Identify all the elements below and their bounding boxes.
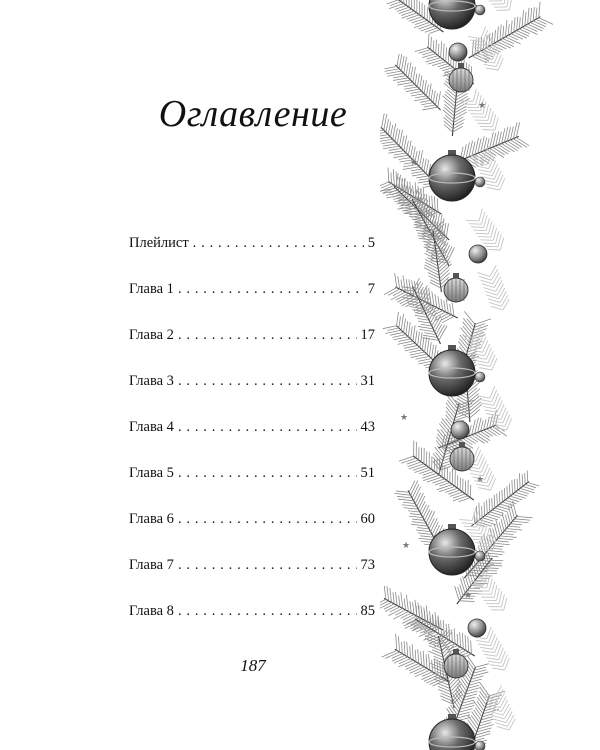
- christmas-garland-icon: [380, 0, 600, 750]
- toc-leader-dots: [193, 235, 364, 252]
- toc-entry-page: 85: [360, 603, 375, 619]
- toc-entry-page: 17: [360, 327, 375, 343]
- toc-entry-label: Глава 7: [129, 557, 174, 573]
- toc-leader-dots: [178, 511, 357, 528]
- toc-entry-page: 73: [360, 557, 375, 573]
- toc-entry-label: Глава 3: [129, 373, 174, 389]
- toc-leader-dots: [178, 281, 364, 298]
- toc-entry[interactable]: [129, 603, 375, 649]
- toc-entry-label: Глава 1: [129, 281, 174, 297]
- toc-entry-label: Глава 2: [129, 327, 174, 343]
- toc-leader-dots: [178, 373, 357, 390]
- toc-entry-page: 7: [367, 281, 375, 297]
- toc-entry[interactable]: [129, 373, 375, 419]
- svg-text:★: ★: [464, 591, 473, 601]
- table-of-contents: [129, 235, 375, 649]
- toc-entry-label: Глава 4: [129, 419, 174, 435]
- toc-entry-label: Глава 8: [129, 603, 174, 619]
- svg-text:★: ★: [478, 101, 487, 111]
- toc-leader-dots: [178, 603, 357, 620]
- toc-entry[interactable]: [129, 557, 375, 603]
- toc-leader-dots: [178, 557, 357, 574]
- toc-entry[interactable]: [129, 281, 375, 327]
- toc-entry-page: 31: [360, 373, 375, 389]
- toc-entry[interactable]: [129, 419, 375, 465]
- page-title: Оглавление: [158, 93, 348, 135]
- toc-entry[interactable]: [129, 511, 375, 557]
- svg-text:★: ★: [410, 158, 419, 168]
- toc-entry-page: 43: [360, 419, 375, 435]
- toc-entry[interactable]: [129, 327, 375, 373]
- svg-text:★: ★: [402, 541, 411, 551]
- toc-leader-dots: [178, 465, 357, 482]
- svg-text:★: ★: [476, 475, 485, 485]
- toc-entry-label: Глава 5: [129, 465, 174, 481]
- toc-entry[interactable]: [129, 465, 375, 511]
- toc-entry-label: Глава 6: [129, 511, 174, 527]
- toc-entry-page: 5: [367, 235, 375, 251]
- toc-leader-dots: [178, 327, 357, 344]
- svg-text:★: ★: [400, 413, 409, 423]
- toc-entry-page: 51: [360, 465, 375, 481]
- toc-entry-label: Плейлист: [129, 235, 189, 251]
- toc-entry[interactable]: [129, 235, 375, 281]
- toc-entry-page: 60: [360, 511, 375, 527]
- toc-leader-dots: [178, 419, 357, 436]
- page-number: 187: [240, 656, 266, 675]
